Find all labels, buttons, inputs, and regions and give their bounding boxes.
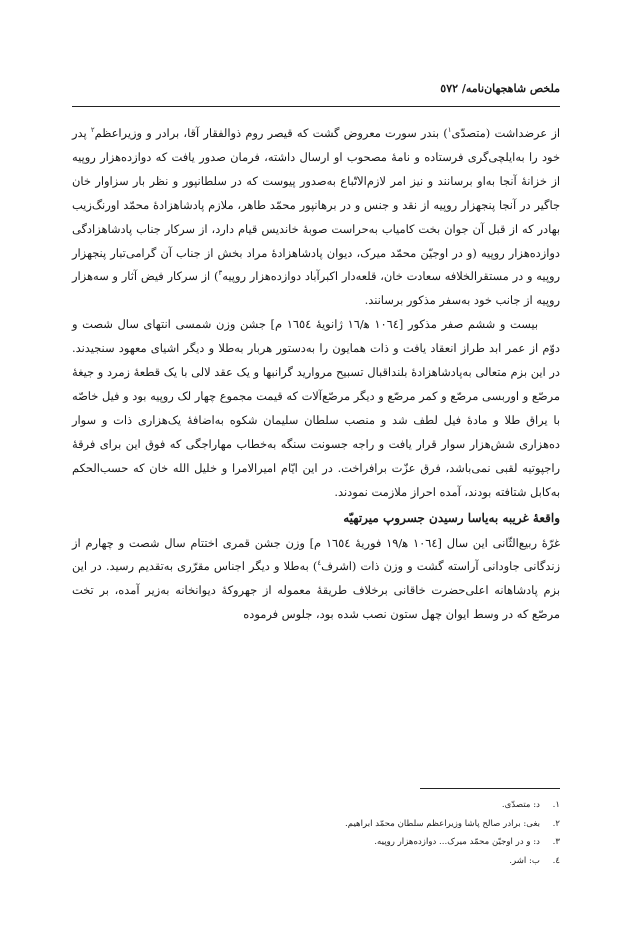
paragraph-1	[72, 122, 560, 313]
footnote-ref-2: ٢	[90, 126, 95, 135]
paragraph-1-text-cont: ) بندر سورت معروض گشت که قیصر روم ذوالفقار آقا، برادر و وزیراعظم	[94, 126, 448, 140]
book-page	[72, 0, 560, 946]
footnote-text: بغی: برادر صالح پاشا وزیراعظم سلطان محمّد ابراهیم.	[345, 818, 540, 829]
paragraph-1-text-cont3: ) از سرکار فیض آثار و سه‌هزار روپیه از جانب خود به‌سفر مذکور برسانند.	[72, 269, 560, 308]
paragraph-2: بیست و ششم صفر مذکور [١٠٦٤ ه‍/١٦ ژانویهٔ ١٦٥٤ م] جشن وزن شمسی انتهای سال شصت و دوّم از عمر ابد طراز انعقاد یافت و ذات همایون را به‌دستور هربار به‌طلا و دیگر اشیای معهود سنجیدند. در این بزم متعالی به‌پادشاهزادهٔ بلنداقبال تسبیح مروارید گرانبها و یک عقد لالی با یک قطعهٔ زمرد و جیغهٔ مرصّع و اوربسی مرصّع و کمر مرصّع و دیگر مرصّع‌آلات که قیمت مجموع چهار لک روپیه بود و فیل خاصّه با یراق طلا و مادهٔ فیل لطف شد و منصب سلطان سلیمان شکوه به‌اضافهٔ یک‌هزاری ذات و سوار ده‌هزاری شش‌هزار سوار قرار یافت و راجه جسونت سنگه به‌خطاب مهاراجگی که فوق این برای فرقهٔ راجپوتیه لقبی نمی‌باشد، فرق عزّت برافراخت. در این ایّام امیرالامرا و خلیل الله خان که حسب‌الحکم به‌کابل شتافته بودند، آمده احراز ملازمت نمودند.	[72, 317, 560, 499]
paragraph-1-text: از عرضداشت (متصدّی	[451, 126, 560, 140]
footnote-number: ٤.	[552, 855, 560, 866]
header-rule	[72, 106, 560, 107]
footnote-text: د: متصدّی.	[501, 800, 540, 810]
running-header: ملخص شاهجهان‌نامه/ ٥٧٢	[440, 82, 560, 95]
footnote-number: ٣.	[552, 837, 560, 847]
paragraph-3-text-cont: ) به‌طلا و دیگر اجناس مقرّری به‌تقدیم رسید. در این بزم پادشاهانه اعلی‌حضرت خاقانی برخلاف طریقهٔ معموله از جهروکهٔ دیوانخانه به‌زیر آمده، بر تخت مرصّع که در وسط ایوان چهل ستون نصب شده بود، جلوس فرموده	[72, 559, 560, 622]
paragraph-1-text-cont2: پدر خود را به‌ایلچی‌گری فرستاده و نامهٔ مصحوب او ارسال داشته، فرمان صدور یافت که دوازده‌هزار روپیه از خزانهٔ آنجا به‌او برسانند و نیز امر لازم‌الاتّباع به‌صدور پیوست که در سلطانپور و نظر بار سزاوار خان جاگیر در آنجا پنجهزار روپیه از نقد و جنس و در برهانپور محمّد طاهر، ملازم پادشاهزادهٔ محمّد اورنگ‌زیب بهادر که از قبل آن جوان بخت کامیاب به‌حراست صوبهٔ خاندیس قیام دارد، از سرکار جناب پادشاهزادگی دوازده‌هزار روپیه (و در اوجیّن محمّد میرک، دیوان پادشاهزادهٔ مراد بخش از جناب آن گرامی‌تبار پنجهزار روپیه و در مستقرالخلافه سعادت خان، قلعه‌دار اکبرآباد دوازده‌هزار روپیه	[72, 126, 561, 284]
footnote-item	[72, 852, 560, 871]
footnote-number: ٢.	[552, 818, 560, 829]
section-heading: واقعهٔ غریبه به‌یاسا رسیدن جسروپ میرتهیّه	[343, 510, 560, 525]
footnote-number: ١.	[552, 800, 560, 810]
footnote-ref-3: ٣	[218, 269, 223, 278]
body-text	[72, 122, 560, 627]
footnote-text: ب: اشر.	[509, 855, 540, 866]
footnote-item	[72, 796, 560, 815]
footnote-item	[72, 815, 560, 834]
footnote-ref-4: ٤	[317, 559, 322, 568]
footnote-text: د: و در اوجیّن محمّد میرک... دوازده‌هزار روپیه.	[374, 837, 540, 847]
footnote-ref-1: ١	[447, 126, 452, 135]
paragraph-3	[72, 532, 560, 628]
footnote-item	[72, 833, 560, 852]
footnote-rule	[420, 788, 560, 789]
footnotes-list	[72, 796, 560, 870]
paragraph-3-text: غرّهٔ ربیع‌الثّانی این سال [١٠٦٤ ه‍/١٩ فوریهٔ ١٦٥٤ م] وزن جشن قمری اختتام سال شصت و چهارم از زندگانی جاودانی آراسته گشت و وزن ذات (اشرف	[72, 535, 560, 574]
